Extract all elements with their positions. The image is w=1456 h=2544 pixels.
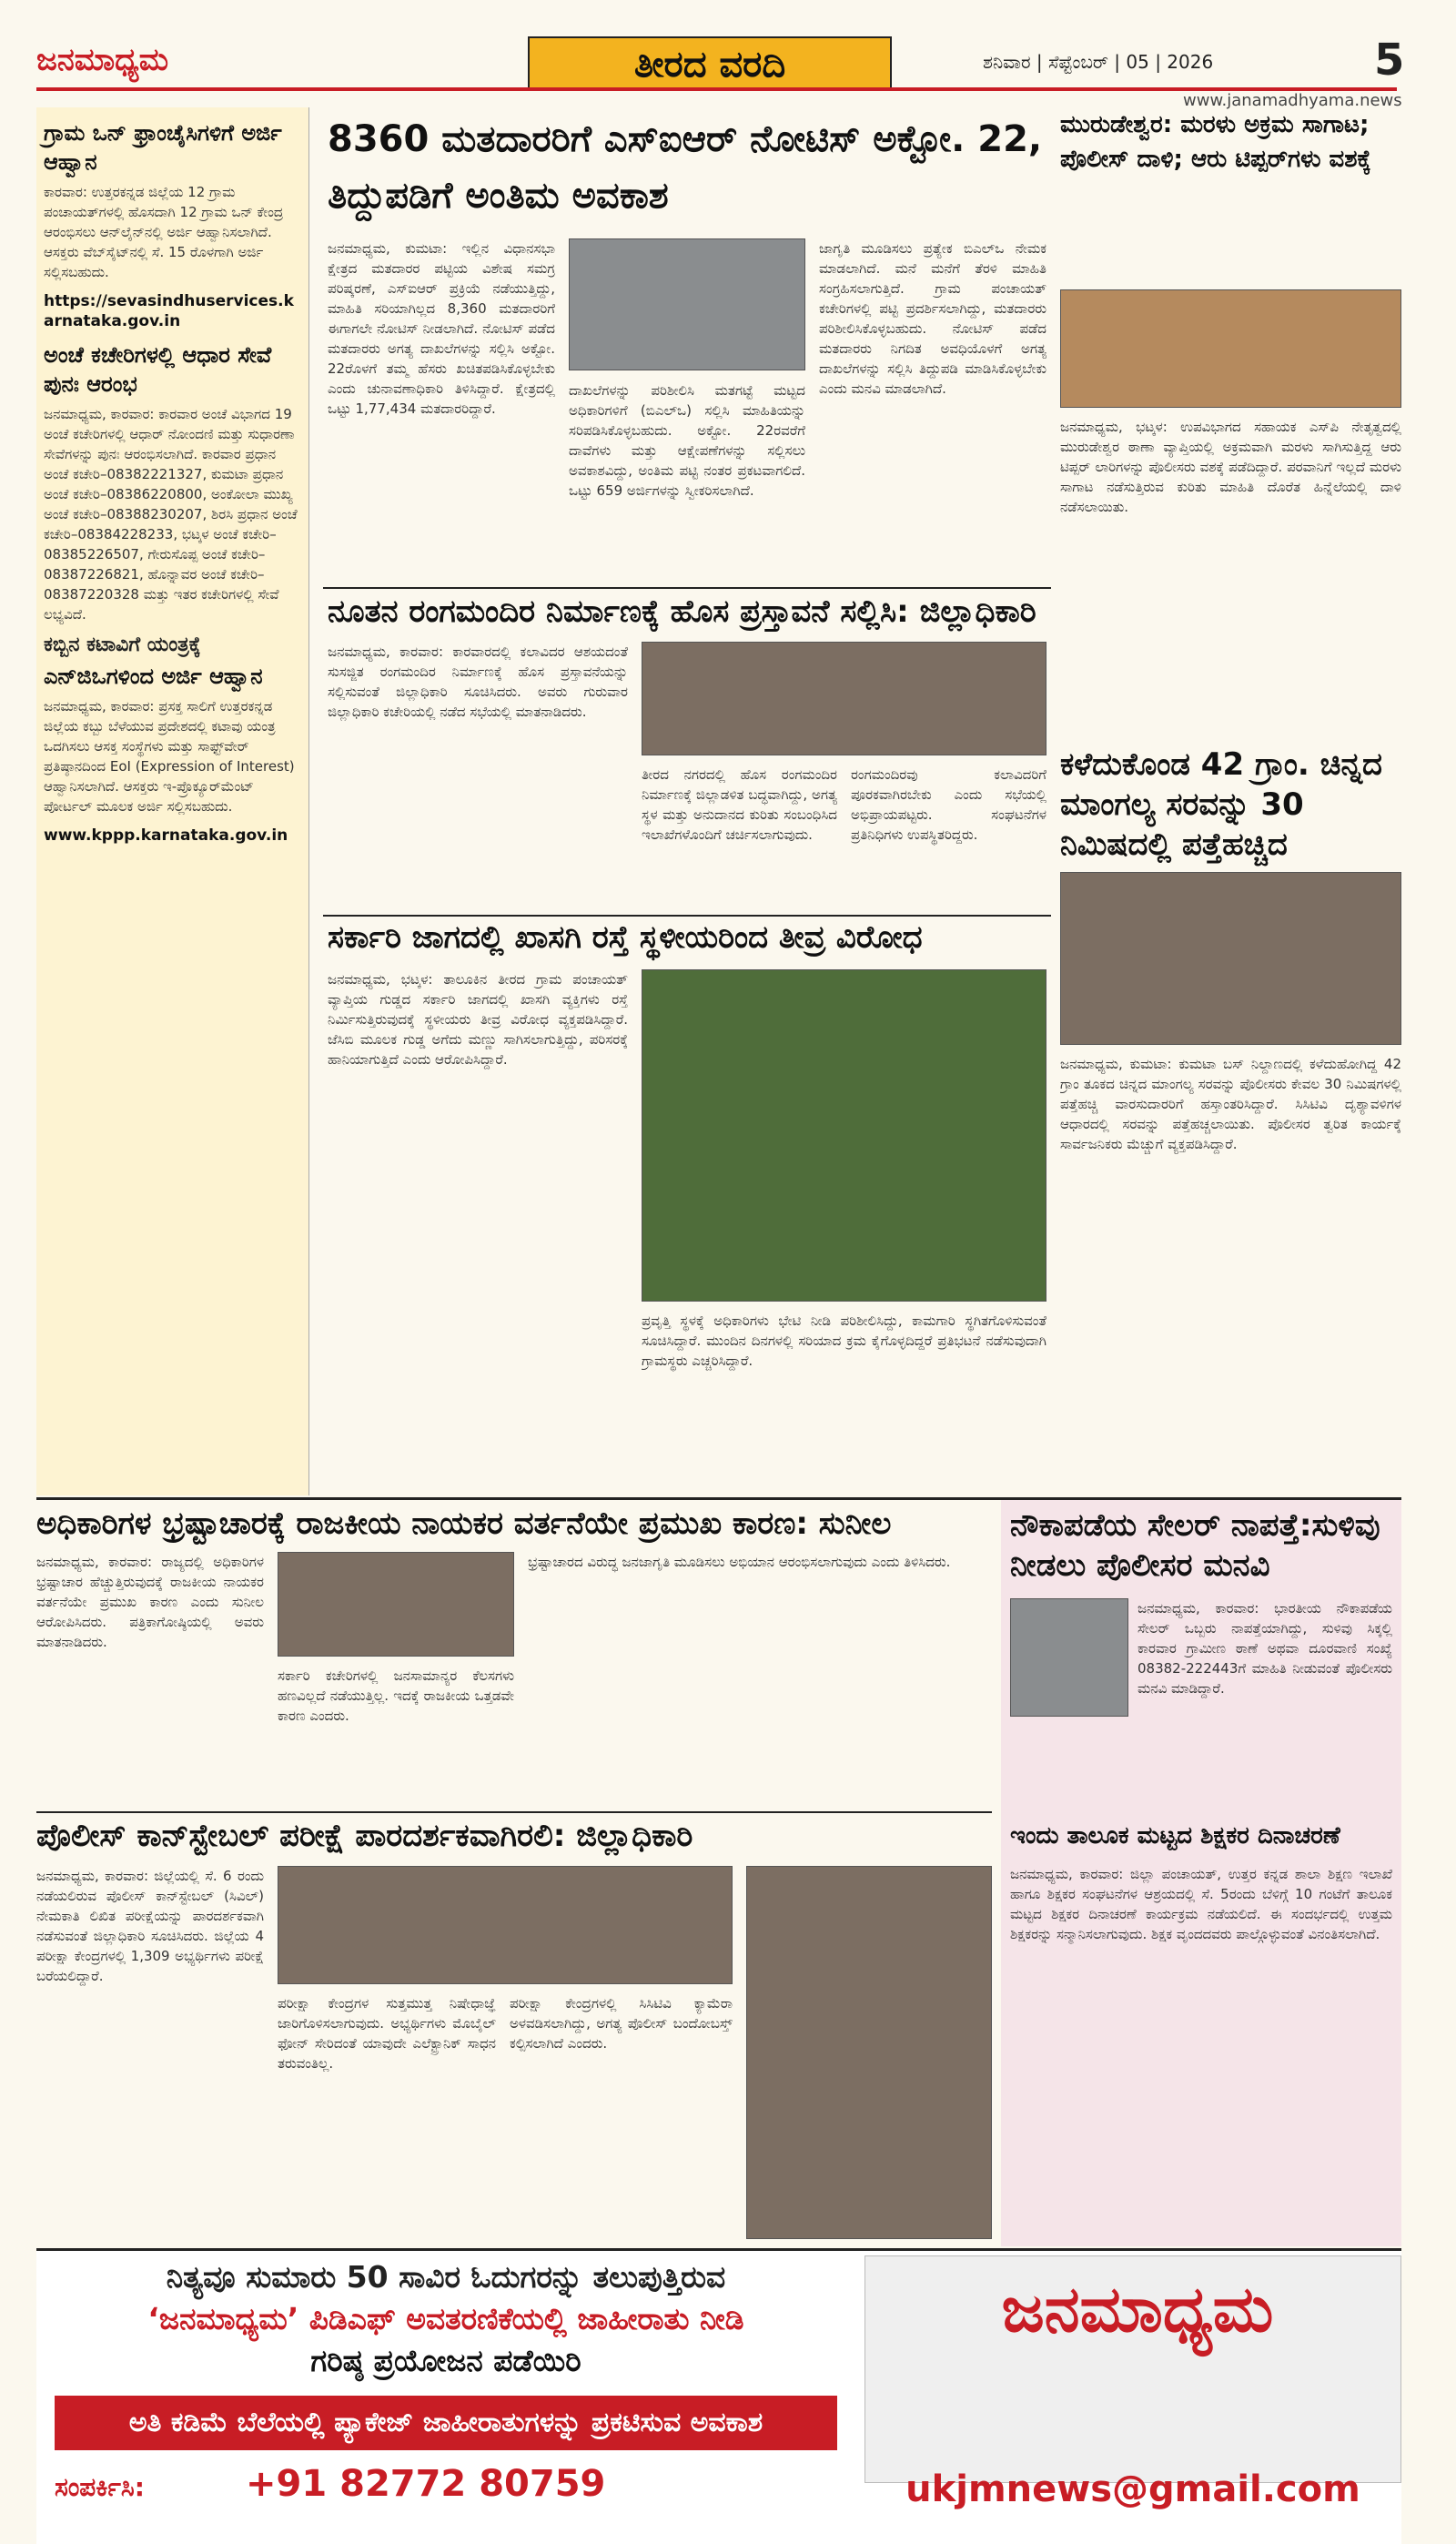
ad-line: ‘ಜನಮಾಧ್ಯಮ’ ಪಿಡಿಎಫ್ ಅವತರಣಿಕೆಯಲ್ಲಿ ಜಾಹೀರಾತು ನೀಡಿ	[147, 2301, 744, 2336]
website-link[interactable]: www.janamadhyama.news	[1183, 91, 1402, 110]
ad-banner: ಅತಿ ಕಡಿಮೆ ಬೆಲೆಯಲ್ಲಿ ಪ್ಯಾಕೇಜ್ ಜಾಹೀರಾತುಗಳನ್ನು ಪ್ರಕಟಿಸುವ ಅವಕಾಶ	[55, 2396, 837, 2450]
lead-story-col3: ಜಾಗೃತಿ ಮೂಡಿಸಲು ಪ್ರತ್ಯೇಕ ಬಿಎಲ್‌ಒ ನೇಮಕ ಮಾಡಲಾಗಿದೆ. ಮನೆ ಮನೆಗೆ ತೆರಳಿ ಮಾಹಿತಿ ಸಂಗ್ರಹಿಸಲಾಗುತ್ತಿದೆ. ಗ್ರಾಮ ಪಂಚಾಯತ್ ಕಚೇರಿಗಳಲ್ಲಿ ಪಟ್ಟಿ ಪ್ರದರ್ಶಿಸಲಾಗಿದ್ದು, ಮತದಾರರು ಪರಿಶೀಲಿಸಿಕೊಳ್ಳಬಹುದು. ನೋಟಿಸ್ ಪಡೆದ ಮತದಾರರು ನಿಗದಿತ ಅವಧಿಯೊಳಗೆ ಅಗತ್ಯ ದಾಖಲೆಗಳನ್ನು ಸಲ್ಲಿಸಿ ತಿದ್ದುಪಡಿ ಮಾಡಿಸಿಕೊಳ್ಳಬೇಕು ಎಂದು ಮನವಿ ಮಾಡಲಾಗಿದೆ.	[819, 240, 1046, 397]
lead-headline: 8360 ಮತದಾರರಿಗೆ ಎಸ್‌ಐಆರ್ ನೋಟಿಸ್ ಅಕ್ಟೋ. 22, ತಿದ್ದುಪಡಿಗೆ ಅಂತಿಮ ಅವಕಾಶ	[328, 118, 1043, 217]
masthead-divider	[36, 87, 1397, 91]
exam-meeting-photo	[278, 1866, 733, 1984]
lead-story-col1: ಜನಮಾಧ್ಯಮ, ಕುಮಟಾ: ಇಲ್ಲಿನ ವಿಧಾನಸಭಾ ಕ್ಷೇತ್ರದ ಮತದಾರರ ಪಟ್ಟಿಯ ವಿಶೇಷ ಸಮಗ್ರ ಪರಿಷ್ಕರಣೆ, ಎಸ್‌ಐಆರ್ ಪ್ರಕ್ರಿಯೆ ನಡೆಯುತ್ತಿದ್ದು, ಮಾಹಿತಿ ಸರಿಯಾಗಿಲ್ಲದ 8,360 ಮತದಾರರಿಗೆ ಈಗಾಗಲೇ ನೋಟಿಸ್ ನೀಡಲಾಗಿದೆ. ನೋಟಿಸ್ ಪಡೆದ ಮತದಾರರು ಅಗತ್ಯ ದಾಖಲೆಗಳನ್ನು ಸಲ್ಲಿಸಿ ಅಕ್ಟೋ. 22ರೊಳಗೆ ತಮ್ಮ ಹೆಸರು ಖಚಿತಪಡಿಸಿಕೊಳ್ಳಬೇಕು ಎಂದು ಚುನಾವಣಾಧಿಕಾರಿ ತಿಳಿಸಿದ್ದಾರೆ. ಕ್ಷೇತ್ರದಲ್ಲಿ ಒಟ್ಟು 1,77,434 ಮತದಾರರಿದ್ದಾರೆ.	[328, 240, 555, 417]
theatre-photo	[642, 642, 1046, 755]
corruption-story-col3: ಭ್ರಷ್ಟಾಚಾರದ ವಿರುದ್ಧ ಜನಜಾಗೃತಿ ಮೂಡಿಸಲು ಅಭಿಯಾನ ಆರಂಭಿಸಲಾಗುವುದು ಎಂದು ತಿಳಿಸಿದರು.	[528, 1554, 951, 1570]
story-heading: ಗ್ರಾಮ ಒನ್ ಫ್ರಾಂಚೈಸಿಗಳಿಗೆ ಅರ್ಜಿ ಆಹ್ವಾನ	[44, 120, 282, 175]
exam-story-col3: ಪರೀಕ್ಷಾ ಕೇಂದ್ರಗಳಲ್ಲಿ ಸಿಸಿಟಿವಿ ಕ್ಯಾಮೆರಾ ಅಳವಡಿಸಲಾಗಿದ್ದು, ಅಗತ್ಯ ಪೊಲೀಸ್ ಬಂದೋಬಸ್ತ್ ಕಲ್ಪಿಸಲಾಗಿದೆ ಎಂದರು.	[510, 1995, 733, 2052]
road-headline: ಸರ್ಕಾರಿ ಜಾಗದಲ್ಲಿ ಖಾಸಗಿ ರಸ್ತೆ ಸ್ಥಳೀಯರಿಂದ ತೀವ್ರ ವಿರೋಧ	[328, 919, 923, 956]
gold-headline: ಕಳೆದುಕೊಂಡ 42 ಗ್ರಾಂ. ಚಿನ್ನದ ಮಾಂಗಲ್ಯ ಸರವನ್ನು 30 ನಿಮಿಷದಲ್ಲಿ ಪತ್ತೆಹಚ್ಚಿದ	[1060, 746, 1382, 863]
exam-officials-photo	[746, 1866, 992, 2239]
exam-story-col1: ಜನಮಾಧ್ಯಮ, ಕಾರವಾರ: ಜಿಲ್ಲೆಯಲ್ಲಿ ಸೆ. 6 ರಂದು ನಡೆಯಲಿರುವ ಪೊಲೀಸ್ ಕಾನ್‌ಸ್ಟೇಬಲ್ (ಸಿವಿಲ್) ನೇಮಕಾತಿ ಲಿಖಿತ ಪರೀಕ್ಷೆಯನ್ನು ಪಾರದರ್ಶಕವಾಗಿ ನಡೆಸುವಂತೆ ಜಿಲ್ಲಾಧಿಕಾರಿ ಸೂಚಿಸಿದರು. ಜಿಲ್ಲೆಯ 4 ಪರೀಕ್ಷಾ ಕೇಂದ್ರಗಳಲ್ಲಿ 1,309 ಅಭ್ಯರ್ಥಿಗಳು ಪರೀಕ್ಷೆ ಬರೆಯಲಿದ್ದಾರೆ.	[36, 1868, 264, 1984]
sand-story-body: ಜನಮಾಧ್ಯಮ, ಭಟ್ಕಳ: ಉಪವಿಭಾಗದ ಸಹಾಯಕ ಎಸ್‌ಪಿ ನೇತೃತ್ವದಲ್ಲಿ ಮುರುಡೇಶ್ವರ ಠಾಣಾ ವ್ಯಾಪ್ತಿಯಲ್ಲಿ ಅಕ್ರಮವಾಗಿ ಮರಳು ಸಾಗಿಸುತ್ತಿದ್ದ ಆರು ಟಿಪ್ಪರ್ ಲಾರಿಗಳನ್ನು ಪೊಲೀಸರು ವಶಕ್ಕೆ ಪಡೆದಿದ್ದಾರೆ. ಪರವಾನಿಗೆ ಇಲ್ಲದೆ ಮರಳು ಸಾಗಾಟ ನಡೆಸುತ್ತಿರುವ ಕುರಿತು ಮಾಹಿತಿ ದೊರೆತ ಹಿನ್ನೆಲೆಯಲ್ಲಿ ದಾಳಿ ನಡೆಸಲಾಯಿತು.	[1060, 419, 1401, 515]
ad-email[interactable]: ukjmnews@gmail.com	[905, 2468, 1360, 2510]
theatre-headline: ನೂತನ ರಂಗಮಂದಿರ ನಿರ್ಮಾಣಕ್ಕೆ ಹೊಸ ಪ್ರಸ್ತಾವನೆ ಸಲ್ಲಿಸಿ: ಜಿಲ್ಲಾಧಿಕಾರಿ	[328, 593, 1036, 630]
theatre-story-col1: ಜನಮಾಧ್ಯಮ, ಕಾರವಾರ: ಕಾರವಾರದಲ್ಲಿ ಕಲಾವಿದರ ಆಶಯದಂತೆ ಸುಸಜ್ಜಿತ ರಂಗಮಂದಿರ ನಿರ್ಮಾಣಕ್ಕೆ ಹೊಸ ಪ್ರಸ್ತಾವನೆಯನ್ನು ಸಲ್ಲಿಸುವಂತೆ ಜಿಲ್ಲಾಧಿಕಾರಿ ಸೂಚಿಸಿದರು. ಅವರು ಗುರುವಾರ ಜಿಲ್ಲಾಧಿಕಾರಿ ಕಚೇರಿಯಲ್ಲಿ ನಡೆದ ಸಭೆಯಲ್ಲಿ ಮಾತನಾಡಿದರು.	[328, 644, 628, 720]
ad-contact-label: ಸಂಪರ್ಕಿಸಿ:	[55, 2472, 145, 2502]
ad-line: ನಿತ್ಯವೂ ಸುಮಾರು 50 ಸಾವಿರ ಓದುಗರನ್ನು ತಲುಪುತ್ತಿರುವ	[166, 2259, 726, 2295]
corruption-headline: ಅಧಿಕಾರಿಗಳ ಭ್ರಷ್ಟಾಚಾರಕ್ಕೆ ರಾಜಕೀಯ ನಾಯಕರ ವರ್ತನೆಯೇ ಪ್ರಮುಖ ಕಾರಣ: ಸುನೀಲ	[36, 1505, 892, 1542]
gold-story-body: ಜನಮಾಧ್ಯಮ, ಕುಮಟಾ: ಕುಮಟಾ ಬಸ್ ನಿಲ್ದಾಣದಲ್ಲಿ ಕಳೆದುಹೋಗಿದ್ದ 42 ಗ್ರಾಂ ತೂಕದ ಚಿನ್ನದ ಮಾಂಗಲ್ಯ ಸರವನ್ನು ಪೊಲೀಸರು ಕೇವಲ 30 ನಿಮಿಷಗಳಲ್ಲಿ ಪತ್ತೆಹಚ್ಚಿ ವಾರಸುದಾರರಿಗೆ ಹಸ್ತಾಂತರಿಸಿದ್ದಾರೆ. ಸಿಸಿಟಿವಿ ದೃಶ್ಯಾವಳಿಗಳ ಆಧಾರದಲ್ಲಿ ಸರವನ್ನು ಪತ್ತೆಹಚ್ಚಲಾಯಿತು. ಪೊಲೀಸರ ತ್ವರಿತ ಕಾರ್ಯಕ್ಕೆ ಸಾರ್ವಜನಿಕರು ಮೆಚ್ಚುಗೆ ವ್ಯಕ್ತಪಡಿಸಿದ್ದಾರೆ.	[1060, 1056, 1401, 1152]
road-story-col1: ಜನಮಾಧ್ಯಮ, ಭಟ್ಕಳ: ತಾಲೂಕಿನ ತೀರದ ಗ್ರಾಮ ಪಂಚಾಯತ್ ವ್ಯಾಪ್ತಿಯ ಗುಡ್ಡದ ಸರ್ಕಾರಿ ಜಾಗದಲ್ಲಿ ಖಾಸಗಿ ವ್ಯಕ್ತಿಗಳು ರಸ್ತೆ ನಿರ್ಮಿಸುತ್ತಿರುವುದಕ್ಕೆ ಸ್ಥಳೀಯರು ತೀವ್ರ ವಿರೋಧ ವ್ಯಕ್ತಪಡಿಸಿದ್ದಾರೆ. ಜೆಸಿಬಿ ಮೂಲಕ ಗುಡ್ಡ ಅಗೆದು ಮಣ್ಣು ಸಾಗಿಸಲಾಗುತ್ತಿದ್ದು, ಪರಿಸರಕ್ಕೆ ಹಾನಿಯಾಗುತ್ತಿದೆ ಎಂದು ಆರೋಪಿಸಿದ್ದಾರೆ.	[328, 971, 628, 1068]
road-story-col2: ಪ್ರವೃತ್ತಿ ಸ್ಥಳಕ್ಕೆ ಅಧಿಕಾರಿಗಳು ಭೇಟಿ ನೀಡಿ ಪರಿಶೀಲಿಸಿದ್ದು, ಕಾಮಗಾರಿ ಸ್ಥಗಿತಗೊಳಿಸುವಂತೆ ಸೂಚಿಸಿದ್ದಾರೆ. ಮುಂದಿನ ದಿನಗಳಲ್ಲಿ ಸರಿಯಾದ ಕ್ರಮ ಕೈಗೊಳ್ಳದಿದ್ದರೆ ಪ್ರತಿಭಟನೆ ನಡೆಸುವುದಾಗಿ ಗ್ರಾಮಸ್ಥರು ಎಚ್ಚರಿಸಿದ್ದಾರೆ.	[642, 1313, 1046, 1369]
road-photo	[642, 969, 1046, 1302]
story-url[interactable]: https://sevasindhuservices.karnataka.gov.in	[44, 292, 294, 330]
police-photo	[1060, 872, 1401, 1045]
story-body: ಕಾರವಾರ: ಉತ್ತರಕನ್ನಡ ಜಿಲ್ಲೆಯ 12 ಗ್ರಾಮ ಪಂಚಾಯತ್‌ಗಳಲ್ಲಿ ಹೊಸದಾಗಿ 12 ಗ್ರಾಮ ಒನ್ ಕೇಂದ್ರ ಆರಂಭಿಸಲು ಆನ್‌ಲೈನ್‌ನಲ್ಲಿ ಅರ್ಜಿ ಆಹ್ವಾನಿಸಲಾಗಿದೆ. ಆಸಕ್ತರು ವೆಬ್‌ಸೈಟ್‌ನಲ್ಲಿ ಸೆ. 15 ರೊಳಗಾಗಿ ಅರ್ಜಿ ಸಲ್ಲಿಸಬಹುದು.	[44, 184, 284, 280]
ad-phone[interactable]: +91 82772 80759	[246, 2463, 606, 2505]
left-column	[36, 107, 309, 1495]
teachers-headline: ಇಂದು ತಾಲೂಕ ಮಟ್ಟದ ಶಿಕ್ಷಕರ ದಿನಾಚರಣೆ	[1010, 1822, 1340, 1850]
sailor-headline: ನೌಕಾಪಡೆಯ ಸೇಲರ್ ನಾಪತ್ತೆ:ಸುಳಿವು ನೀಡಲು ಪೊಲೀಸರ ಮನವಿ	[1010, 1507, 1380, 1584]
theatre-story-col2: ತೀರದ ನಗರದಲ್ಲಿ ಹೊಸ ರಂಗಮಂದಿರ ನಿರ್ಮಾಣಕ್ಕೆ ಜಿಲ್ಲಾಡಳಿತ ಬದ್ಧವಾಗಿದ್ದು, ಅಗತ್ಯ ಸ್ಥಳ ಮತ್ತು ಅನುದಾನದ ಕುರಿತು ಸಂಬಂಧಿಸಿದ ಇಲಾಖೆಗಳೊಂದಿಗೆ ಚರ್ಚಿಸಲಾಗುವುದು.	[642, 766, 837, 843]
lead-photo	[569, 238, 805, 370]
sailor-story-body: ಜನಮಾಧ್ಯಮ, ಕಾರವಾರ: ಭಾರತೀಯ ನೌಕಾಪಡೆಯ ಸೇಲರ್ ಒಬ್ಬರು ನಾಪತ್ತೆಯಾಗಿದ್ದು, ಸುಳಿವು ಸಿಕ್ಕಲ್ಲಿ ಕಾರವಾರ ಗ್ರಾಮೀಣ ಠಾಣೆ ಅಥವಾ ದೂರವಾಣಿ ಸಂಖ್ಯೆ 08382-222443ಗೆ ಮಾಹಿತಿ ನೀಡುವಂತೆ ಪೊಲೀಸರು ಮನವಿ ಮಾಡಿದ್ದಾರೆ.	[1138, 1600, 1392, 1697]
exam-headline: ಪೊಲೀಸ್ ಕಾನ್‌ಸ್ಟೇಬಲ್ ಪರೀಕ್ಷೆ ಪಾರದರ್ಶಕವಾಗಿರಲಿ: ಜಿಲ್ಲಾಧಿಕಾರಿ	[36, 1818, 693, 1854]
divider	[323, 915, 1051, 917]
story-body: ಜನಮಾಧ್ಯಮ, ಕಾರವಾರ: ಪ್ರಸಕ್ತ ಸಾಲಿಗೆ ಉತ್ತರಕನ್ನಡ ಜಿಲ್ಲೆಯ ಕಬ್ಬು ಬೆಳೆಯುವ ಪ್ರದೇಶದಲ್ಲಿ ಕಟಾವು ಯಂತ್ರ ಒದಗಿಸಲು ಆಸಕ್ತ ಸಂಸ್ಥೆಗಳು ಮತ್ತು ಸಾಫ್ಟ್‌ವೇರ್ ಪ್ರತಿಷ್ಠಾನದಿಂದ EoI (Expression of Interest) ಆಹ್ವಾನಿಸಲಾಗಿದೆ. ಆಸಕ್ತರು ಇ-ಪ್ರೊಕ್ಯೂರ್‌ಮೆಂಟ್ ಪೋರ್ಟಲ್ ಮೂಲಕ ಅರ್ಜಿ ಸಲ್ಲಿಸಬಹುದು.	[44, 698, 295, 815]
tipper-photo	[1060, 289, 1401, 408]
teachers-story-body: ಜನಮಾಧ್ಯಮ, ಕಾರವಾರ: ಜಿಲ್ಲಾ ಪಂಚಾಯತ್, ಉತ್ತರ ಕನ್ನಡ ಶಾಲಾ ಶಿಕ್ಷಣ ಇಲಾಖೆ ಹಾಗೂ ಶಿಕ್ಷಕರ ಸಂಘಟನೆಗಳ ಆಶ್ರಯದಲ್ಲಿ ಸೆ. 5ರಂದು ಬೆಳಿಗ್ಗೆ 10 ಗಂಟೆಗೆ ತಾಲೂಕ ಮಟ್ಟದ ಶಿಕ್ಷಕರ ದಿನಾಚರಣೆ ಕಾರ್ಯಕ್ರಮ ನಡೆಯಲಿದೆ. ಈ ಸಂದರ್ಭದಲ್ಲಿ ಉತ್ತಮ ಶಿಕ್ಷಕರನ್ನು ಸನ್ಮಾನಿಸಲಾಗುವುದು. ಶಿಕ್ಷಕ ವೃಂದದವರು ಪಾಲ್ಗೊಳ್ಳುವಂತೆ ವಿನಂತಿಸಲಾಗಿದೆ.	[1010, 1866, 1392, 1942]
issue-date: ಶನಿವಾರ | ಸೆಪ್ಟೆಂಬರ್ | 05 | 2026	[983, 51, 1214, 73]
ad-line: ಗರಿಷ್ಠ ಪ್ರಯೋಜನ ಪಡೆಯಿರಿ	[310, 2343, 581, 2378]
theatre-story-col3: ರಂಗಮಂದಿರವು ಕಲಾವಿದರಿಗೆ ಪೂರಕವಾಗಿರಬೇಕು ಎಂದು ಸಭೆಯಲ್ಲಿ ಅಭಿಪ್ರಾಯಪಟ್ಟರು. ಸಂಘಟನೆಗಳ ಪ್ರತಿನಿಧಿಗಳು ಉಪಸ್ಥಿತರಿದ್ದರು.	[851, 766, 1046, 843]
exam-story-col2: ಪರೀಕ್ಷಾ ಕೇಂದ್ರಗಳ ಸುತ್ತಮುತ್ತ ನಿಷೇಧಾಜ್ಞೆ ಜಾರಿಗೊಳಿಸಲಾಗುವುದು. ಅಭ್ಯರ್ಥಿಗಳು ಮೊಬೈಲ್ ಫೋನ್ ಸೇರಿದಂತೆ ಯಾವುದೇ ಎಲೆಕ್ಟ್ರಾನಿಕ್ ಸಾಧನ ತರುವಂತಿಲ್ಲ.	[278, 1995, 496, 2072]
story-heading: ಎನ್‌ಜಿಒಗಳಿಂದ ಅರ್ಜಿ ಆಹ್ವಾನ	[44, 664, 263, 689]
story-kicker: ಕಬ್ಬಿನ ಕಟಾವಿಗೆ ಯಂತ್ರಕ್ಕೆ	[44, 633, 201, 656]
right-column	[1060, 107, 1401, 1495]
lead-story-col2: ದಾಖಲೆಗಳನ್ನು ಪರಿಶೀಲಿಸಿ ಮತಗಟ್ಟೆ ಮಟ್ಟದ ಅಧಿಕಾರಿಗಳಿಗೆ (ಬಿಎಲ್‌ಒ) ಸಲ್ಲಿಸಿ ಮಾಹಿತಿಯನ್ನು ಸರಿಪಡಿಸಿಕೊಳ್ಳಬಹುದು. ಅಕ್ಟೋ. 22ರವರೆಗೆ ದಾವೆಗಳು ಮತ್ತು ಆಕ್ಷೇಪಣೆಗಳನ್ನು ಸಲ್ಲಿಸಲು ಅವಕಾಶವಿದ್ದು, ಅಂತಿಮ ಪಟ್ಟಿ ನಂತರ ಪ್ರಕಟವಾಗಲಿದೆ. ಒಟ್ಟು 659 ಅರ್ಜಿಗಳನ್ನು ಸ್ವೀಕರಿಸಲಾಗಿದೆ.	[569, 382, 805, 499]
corruption-story-col2: ಸರ್ಕಾರಿ ಕಚೇರಿಗಳಲ್ಲಿ ಜನಸಾಮಾನ್ಯರ ಕೆಲಸಗಳು ಹಣವಿಲ್ಲದೆ ನಡೆಯುತ್ತಿಲ್ಲ. ಇದಕ್ಕೆ ರಾಜಕೀಯ ಒತ್ತಡವೇ ಕಾರಣ ಎಂದರು.	[278, 1667, 514, 1724]
press-meet-photo	[278, 1552, 514, 1657]
divider	[36, 1811, 992, 1813]
story-url[interactable]: www.kppp.karnataka.gov.in	[44, 826, 288, 845]
sand-headline: ಮುರುಡೇಶ್ವರ: ಮರಳು ಅಕ್ರಮ ಸಾಗಾಟ; ಪೊಲೀಸ್ ದಾಳಿ; ಆರು ಟಿಪ್ಪರ್‌ಗಳು ವಶಕ್ಕೆ	[1060, 111, 1371, 173]
story-heading: ಅಂಚೆ ಕಚೇರಿಗಳಲ್ಲಿ ಆಧಾರ ಸೇವೆ ಪುನಃ ಆರಂಭ	[44, 342, 272, 397]
notice-box	[1001, 1500, 1401, 2246]
sailor-photo	[1010, 1598, 1128, 1717]
divider	[323, 587, 1051, 589]
masthead-logo: ಜನಮಾಧ್ಯಮ	[36, 42, 169, 78]
story-body: ಜನಮಾಧ್ಯಮ, ಕಾರವಾರ: ಕಾರವಾರ ಅಂಚೆ ವಿಭಾಗದ 19 ಅಂಚೆ ಕಚೇರಿಗಳಲ್ಲಿ ಆಧಾರ್ ನೋಂದಣಿ ಮತ್ತು ಸುಧಾರಣಾ ಸೇವೆಗಳನ್ನು ಪುನಃ ಆರಂಭಿಸಲಾಗಿದೆ. ಕಾರವಾರ ಪ್ರಧಾನ ಅಂಚೆ ಕಚೇರಿ–08382221327, ಕುಮಟಾ ಪ್ರಧಾನ ಅಂಚೆ ಕಚೇರಿ–08386220800, ಅಂಕೋಲಾ ಮುಖ್ಯ ಅಂಚೆ ಕಚೇರಿ–08388230207, ಶಿರಸಿ ಪ್ರಧಾನ ಅಂಚೆ ಕಚೇರಿ–08384228233, ಭಟ್ಕಳ ಅಂಚೆ ಕಚೇರಿ–08385226507, ಗೇರುಸೊಪ್ಪ ಅಂಚೆ ಕಚೇರಿ–08387226821, ಹೊನ್ನಾವರ ಅಂಚೆ ಕಚೇರಿ–08387220328 ಮತ್ತು ಇತರ ಕಚೇರಿಗಳಲ್ಲಿ ಸೇವೆ ಲಭ್ಯವಿದೆ.	[44, 406, 298, 623]
newspaper-logo: ಜನಮಾಧ್ಯಮ	[1001, 2272, 1274, 2346]
section-banner: ತೀರದ ವರದಿ	[528, 36, 892, 89]
page-number: 5	[1374, 35, 1405, 86]
corruption-story-col1: ಜನಮಾಧ್ಯಮ, ಕಾರವಾರ: ರಾಜ್ಯದಲ್ಲಿ ಅಧಿಕಾರಿಗಳ ಭ್ರಷ್ಟಾಚಾರ ಹೆಚ್ಚುತ್ತಿರುವುದಕ್ಕೆ ರಾಜಕೀಯ ನಾಯಕರ ವರ್ತನೆಯೇ ಪ್ರಮುಖ ಕಾರಣ ಎಂದು ಸುನೀಲ ಆರೋಪಿಸಿದರು. ಪತ್ರಿಕಾಗೋಷ್ಠಿಯಲ್ಲಿ ಅವರು ಮಾತನಾಡಿದರು.	[36, 1554, 264, 1650]
